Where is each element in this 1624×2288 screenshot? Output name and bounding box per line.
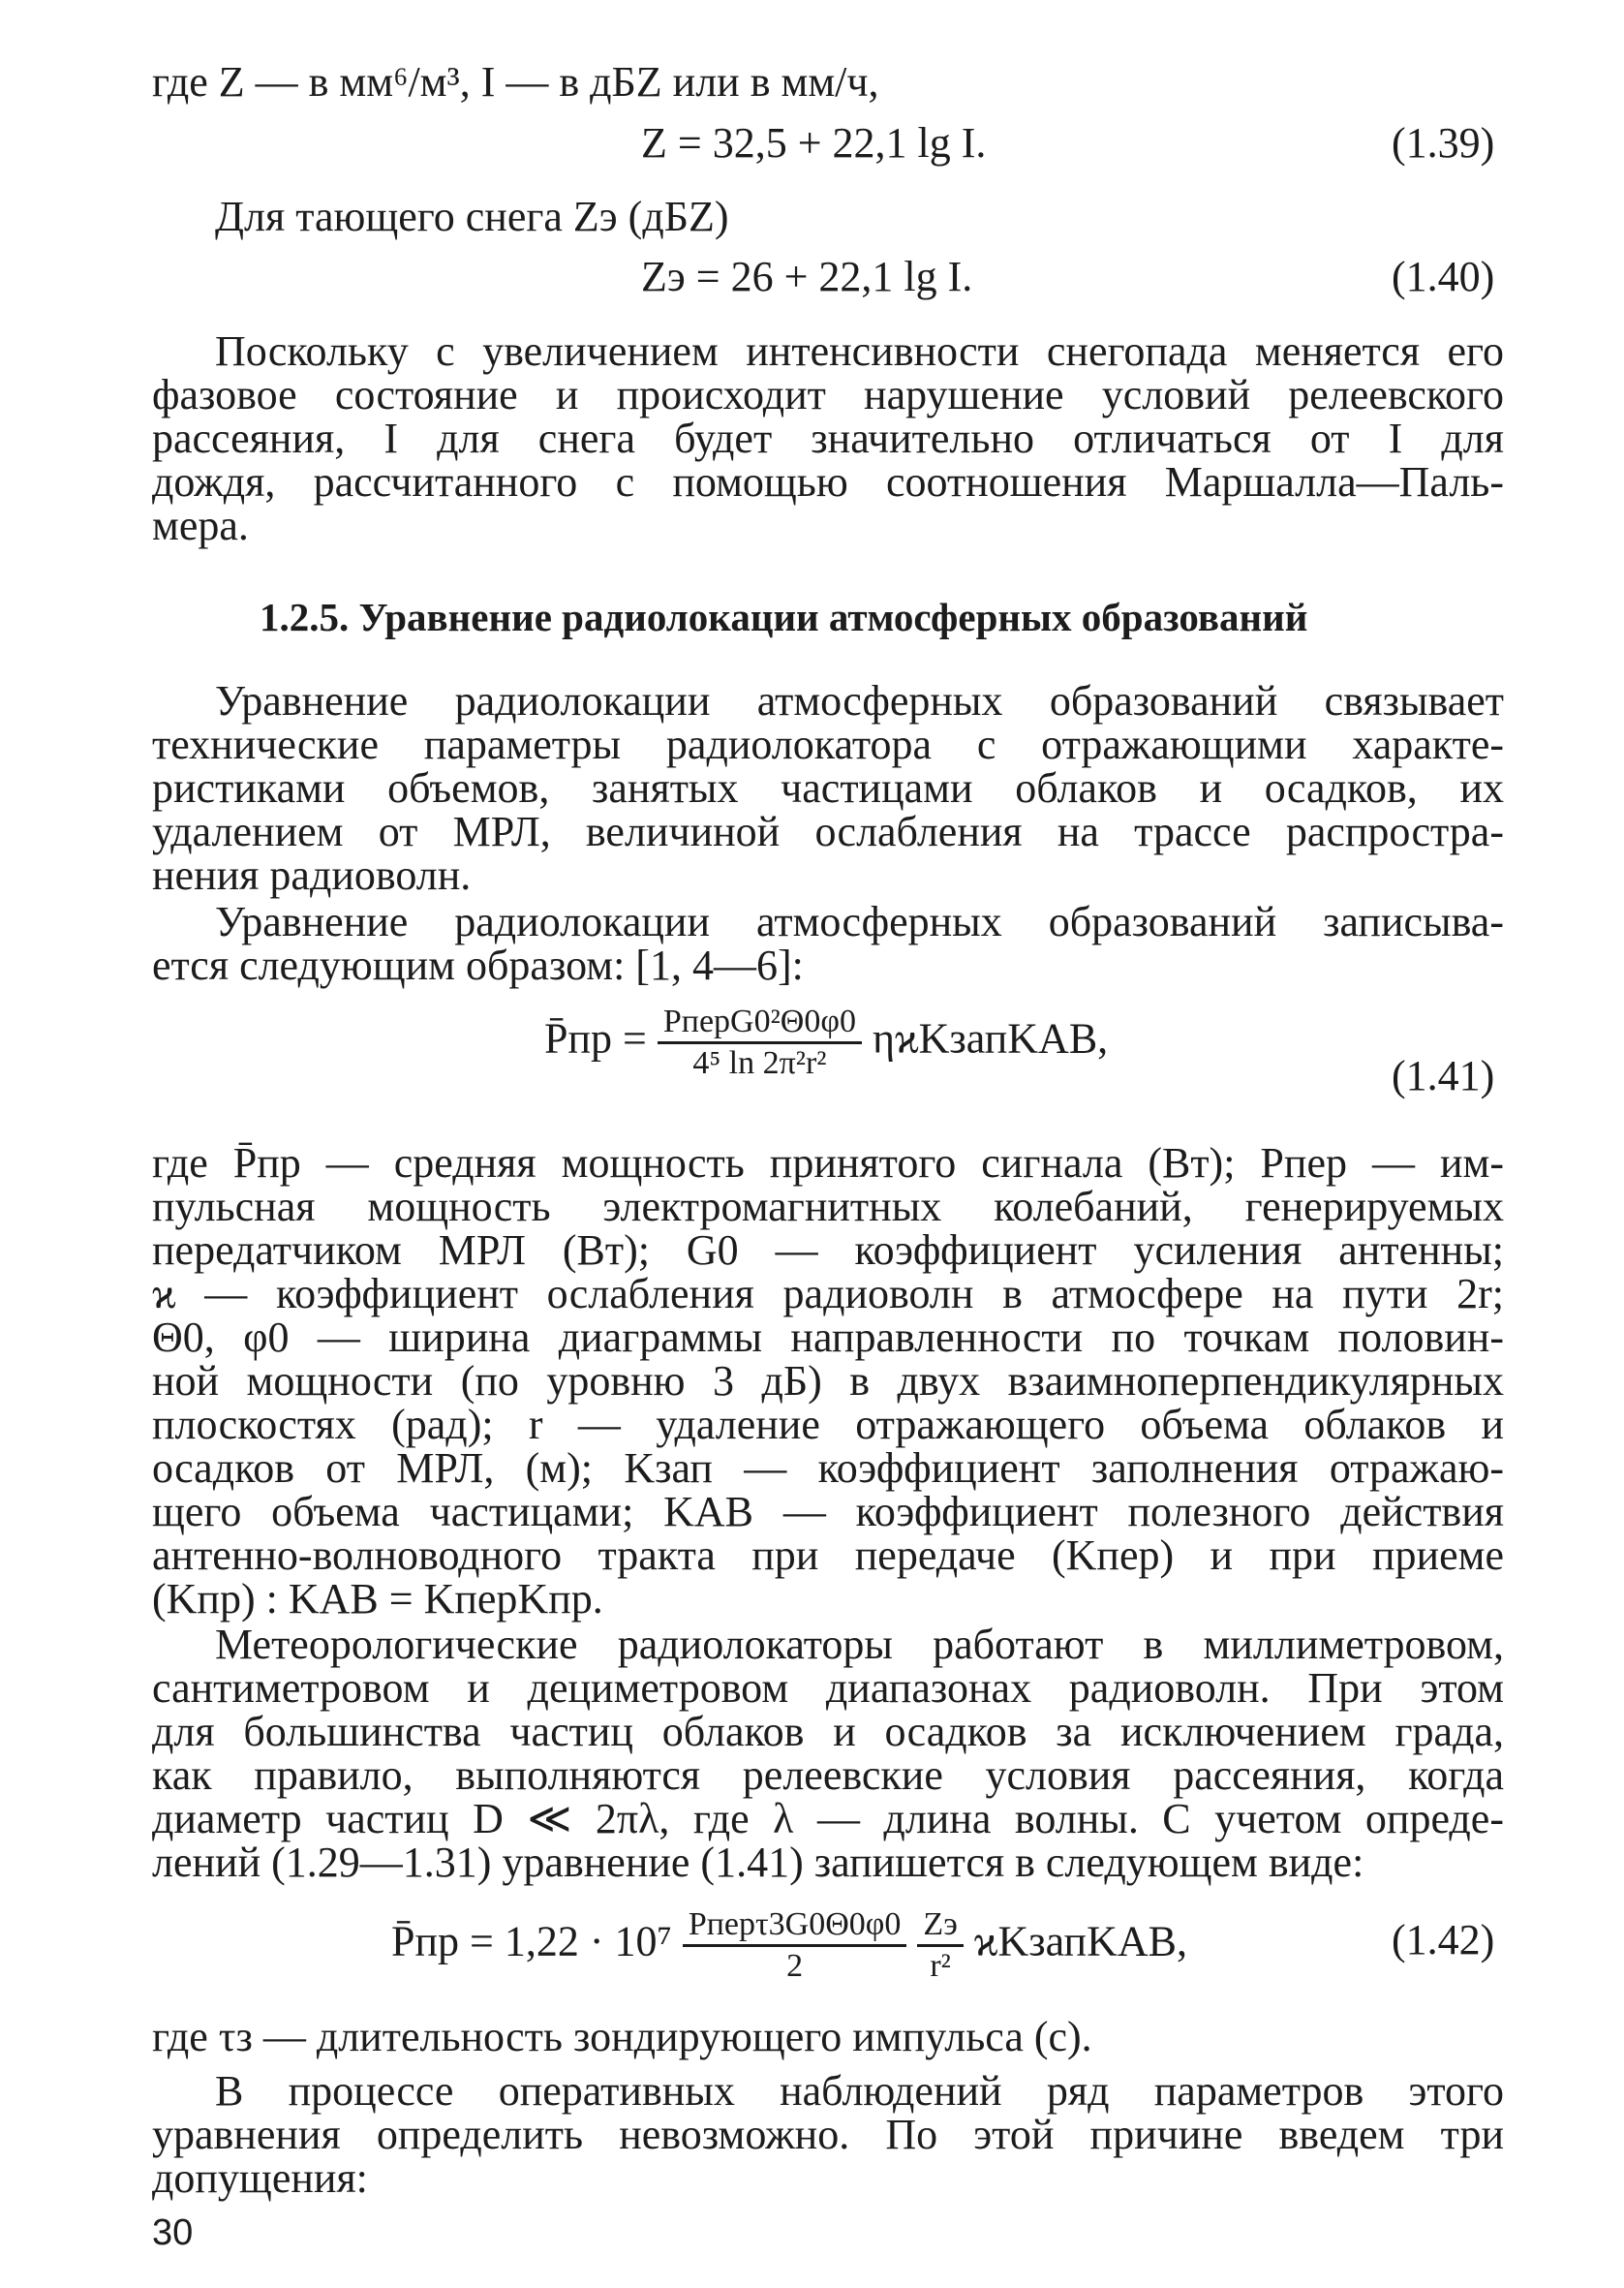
section-heading: 1.2.5. Уравнение радиолокации атмосферных образований (260, 595, 1308, 639)
text-line: как правило, выполняются релеевские условия рассеяния, когда (152, 1751, 1504, 1799)
text-line: ется следующим образом: [1, 4—6]: (152, 942, 804, 989)
fraction-numerator: PперG0²Θ0φ0 (658, 1003, 862, 1044)
fraction-numerator: Zэ (917, 1905, 963, 1947)
text-line: (Kпр) : KАВ = KперKпр. (152, 1575, 603, 1623)
fraction-denominator: 4⁵ ln 2π²r² (692, 1045, 827, 1081)
text-line: В процессе оперативных наблюдений ряд параметров этого (215, 2067, 1504, 2115)
text-line: передатчиком МРЛ (Вт); G0 — коэффициент усиления антенны; (152, 1226, 1504, 1274)
text-line: Метеорологические радиолокаторы работают в миллиметровом, (215, 1621, 1504, 1668)
text-line: сантиметровом и дециметровом диапазонах радиоволн. При этом (152, 1664, 1504, 1712)
text-line: уравнения определить невозможно. По этой причине введем три (152, 2111, 1504, 2158)
fraction-numerator: Pперτ3G0Θ0φ0 (683, 1905, 907, 1947)
text-line: лений (1.29—1.31) уравнение (1.41) запишется в следующем виде: (152, 1839, 1364, 1886)
paragraph-equation-written (152, 900, 1504, 987)
pulse-duration-line: где τз — длительность зондирующего импульса (с). (152, 2013, 1092, 2060)
text-line: дождя, рассчитанного с помощью соотношения Маршалла—Паль- (152, 458, 1504, 506)
equation-fraction (683, 1905, 907, 1986)
text-line: антенно-волноводного тракта при передаче (Kпер) и при приеме (152, 1531, 1504, 1579)
text-line: рассеяния, I для снега будет значительно отличаться от I для (152, 415, 1504, 462)
text-line: технические параметры радиолокатора с отражающими характе- (152, 721, 1504, 768)
text-line: ϰ — коэффициент ослабления радиоволн в атмосфере на пути 2r; (152, 1270, 1504, 1317)
text-line: Θ0, φ0 — ширина диаграммы направленности по точкам половин- (152, 1314, 1504, 1361)
fraction-denominator: 2 (786, 1948, 804, 1984)
text-line: удалением от МРЛ, величиной ослабления на трассе распростра- (152, 808, 1504, 855)
paragraph-meteorological-radars (152, 1623, 1504, 1884)
equation-lhs: P̄пр = 1,22 · 10⁷ (391, 1917, 672, 1965)
text-line: ристиками объемов, занятых частицами облаков и осадков, их (152, 764, 1504, 812)
equation-lhs: P̄пр = (544, 1014, 647, 1063)
equation-1-40: Zэ = 26 + 22,1 lg I. (641, 253, 973, 300)
text-line: допущения: (152, 2154, 368, 2202)
equation-fraction (658, 1003, 862, 1083)
text-line: нения радиоволн. (152, 851, 472, 899)
text-line: Уравнение радиолокации атмосферных образований связывает (215, 677, 1504, 725)
paragraph-radar-equation-intro (152, 679, 1504, 897)
page-number: 30 (152, 2212, 194, 2253)
text-line: Поскольку с увеличением интенсивности снегопада меняется его (215, 327, 1504, 375)
paragraph-assumptions (152, 2069, 1504, 2200)
paragraph-snow-phase (152, 329, 1504, 547)
text-line: осадков от МРЛ, (м); Kзап — коэффициент заполнения отражаю- (152, 1444, 1504, 1492)
equation-tail: ϰKзапKАВ, (973, 1917, 1187, 1965)
text-line: пульсная мощность электромагнитных колебаний, генерируемых (152, 1183, 1504, 1230)
fraction-denominator: r² (930, 1948, 951, 1984)
paragraph-symbols (152, 1141, 1504, 1621)
equation-number-1-41: (1.41) (1392, 1052, 1495, 1099)
equation-1-42 (391, 1905, 1187, 1986)
equation-fraction (917, 1905, 963, 1986)
text-line: плоскостях (рад); r — удаление отражающего объема облаков и (152, 1401, 1504, 1448)
text-line: Уравнение радиолокации атмосферных образований записыва- (215, 898, 1504, 945)
text-line: фазовое состояние и происходит нарушение условий релеевского (152, 371, 1504, 418)
equation-1-41 (544, 1003, 1108, 1083)
text-line: диаметр частиц D ≪ 2πλ, где λ — длина волны. С учетом опреде- (152, 1795, 1504, 1842)
units-line: где Z — в мм⁶/м³, I — в дБZ или в мм/ч, (152, 58, 879, 106)
equation-number-1-42: (1.42) (1392, 1916, 1495, 1963)
equation-1-39: Z = 32,5 + 22,1 lg I. (641, 119, 987, 167)
text-line: ной мощности (по уровню 3 дБ) в двух взаимноперпендикулярных (152, 1357, 1504, 1405)
text-line: щего объема частицами; KАВ — коэффициент полезного действия (152, 1488, 1504, 1535)
text-line: где P̄пр — средняя мощность принятого сигнала (Вт); Pпер — им- (152, 1139, 1504, 1187)
equation-number-1-40: (1.40) (1392, 253, 1495, 300)
text-line: для большинства частиц облаков и осадков за исключением града, (152, 1708, 1504, 1755)
equation-number-1-39: (1.39) (1392, 119, 1495, 167)
equation-tail: ηϰKзапKАВ, (872, 1014, 1109, 1063)
melting-snow-line: Для тающего снега Zэ (дБZ) (215, 193, 729, 240)
text-line: мера. (152, 502, 249, 549)
